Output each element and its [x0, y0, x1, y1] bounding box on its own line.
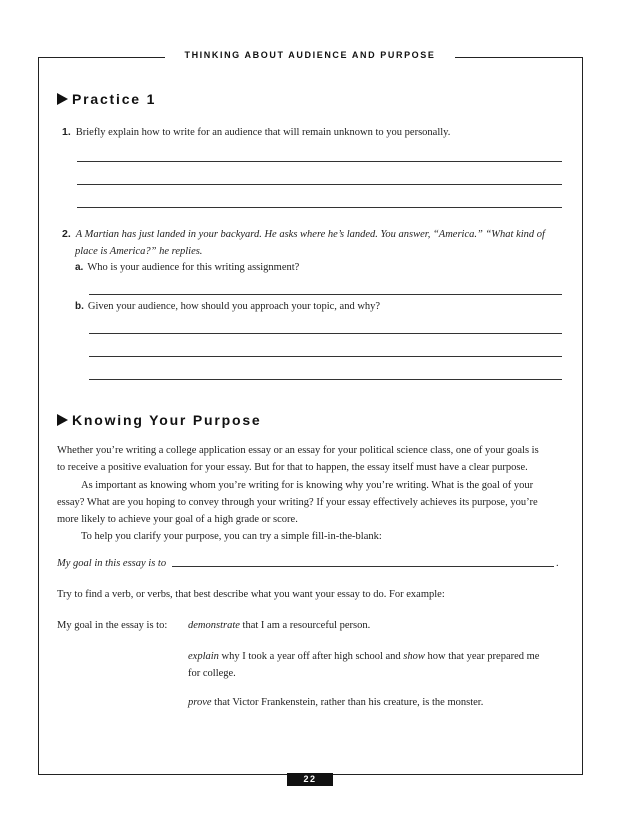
triangle-arrow-icon	[57, 414, 68, 426]
question-2-text-line1: A Martian has just landed in your backyard. He asks where he’s landed. You answer, “America.” “What kind of	[75, 229, 545, 240]
question-1-number: 1.	[62, 126, 71, 138]
example-3-text: that Victor Frankenstein, rather than his creature, is the monster.	[211, 697, 484, 708]
example-1-verb: demonstrate	[188, 620, 240, 631]
answer-line[interactable]	[89, 356, 562, 357]
question-1	[62, 124, 450, 141]
question-2-number: 2.	[62, 228, 71, 240]
purpose-heading-text: Knowing Your Purpose	[72, 412, 262, 428]
example-1	[188, 617, 370, 634]
practice-heading-text: Practice 1	[72, 91, 157, 107]
example-2-verb2: show	[403, 651, 425, 662]
example-2-verb: explain	[188, 651, 219, 662]
goal-fill-in-line[interactable]	[172, 566, 554, 567]
question-2b	[75, 298, 380, 315]
question-2b-label: b.	[75, 301, 84, 312]
question-2	[62, 226, 567, 243]
example-1-text: that I am a resourceful person.	[239, 620, 371, 631]
question-2b-text: Given your audience, how should you approach your topic, and why?	[87, 301, 381, 312]
question-2a-label: a.	[75, 262, 84, 273]
question-1-text: Briefly explain how to write for an audience that will remain unknown to you personally.	[75, 127, 451, 138]
paragraph-line: To help you clarify your purpose, you can try a simple fill-in-the-blank:	[81, 531, 382, 543]
example-2-text-end: how that year prepared me	[424, 651, 540, 662]
purpose-heading	[57, 412, 262, 428]
paragraph-line: more likely to achieve your goal of a high grade or score.	[57, 514, 298, 526]
example-3	[188, 694, 483, 711]
paragraph-line: Whether you’re writing a college application essay or an essay for your political science class, one of your goals is	[57, 445, 539, 456]
triangle-arrow-icon	[57, 93, 68, 105]
question-2-cont	[75, 243, 202, 260]
example-label: My goal in the essay is to:	[57, 620, 168, 631]
page-number: 22	[287, 773, 333, 786]
example-2	[188, 648, 573, 665]
example-2-cont: for college.	[188, 668, 236, 679]
question-2a-text: Who is your audience for this writing assignment?	[87, 262, 300, 273]
paragraph-line: As important as knowing whom you’re writing for is knowing why you’re writing. What is the goal of your	[81, 479, 534, 491]
goal-prompt-text: My goal in this essay is to	[57, 558, 167, 569]
example-3-verb: prove	[188, 697, 212, 708]
question-2a	[75, 259, 299, 276]
paragraph-line: to receive a positive evaluation for your essay. But for that to happen, the essay itself must have a clear purpose.	[57, 462, 528, 474]
question-2-text-line2: place is America?” he replies.	[75, 246, 203, 257]
goal-prompt	[57, 555, 166, 572]
answer-line[interactable]	[77, 161, 562, 162]
paragraph-line: essay? What are you hoping to convey through your writing? If your essay effectively achieves its purpose, you’re	[57, 496, 538, 508]
answer-line[interactable]	[77, 207, 562, 208]
goal-period: .	[556, 558, 559, 569]
purpose-body	[57, 442, 567, 546]
running-header: THINKING ABOUT AUDIENCE AND PURPOSE	[165, 48, 455, 62]
practice-heading	[57, 91, 156, 107]
answer-line[interactable]	[89, 333, 562, 334]
try-instruction: Try to find a verb, or verbs, that best describe what you want your essay to do. For example:	[57, 589, 445, 600]
example-2-text: why I took a year off after high school and	[218, 651, 404, 662]
answer-line[interactable]	[77, 184, 562, 185]
answer-line[interactable]	[89, 294, 562, 295]
answer-line[interactable]	[89, 379, 562, 380]
